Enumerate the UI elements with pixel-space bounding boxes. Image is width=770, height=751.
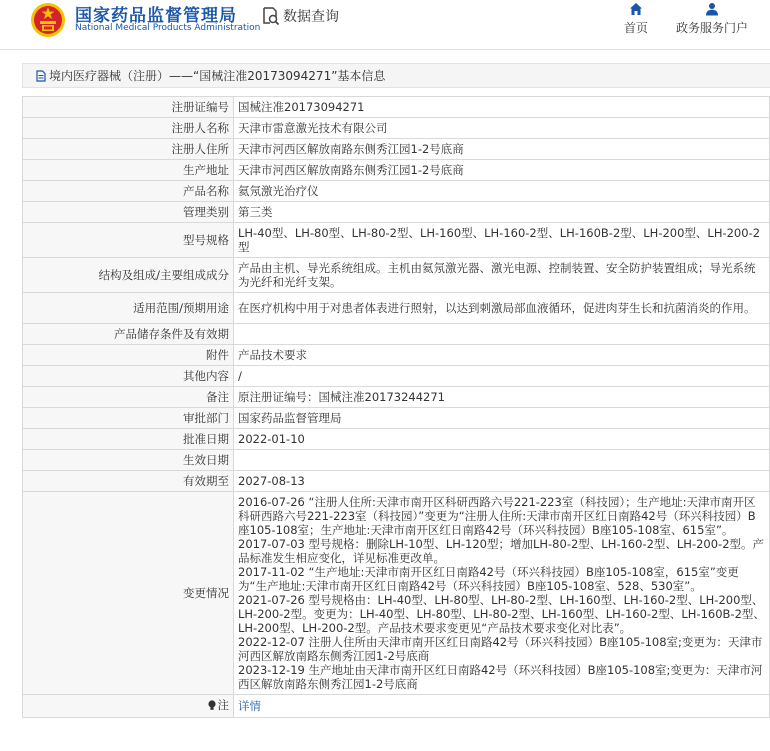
table-row — [23, 293, 770, 324]
field-label: 注册人名称 — [23, 118, 234, 139]
field-label: 备注 — [23, 387, 234, 408]
field-label: 管理类别 — [23, 202, 234, 223]
registration-info-table — [22, 96, 770, 718]
nav-home-label: 首页 — [624, 21, 649, 35]
note-value-cell — [234, 695, 770, 718]
change-entry: 2022-12-07 注册人住所由天津市南开区红日南路42号（环兴科技园）B座105-108室;变更为：天津市河西区解放南路东侧秀江园1-2号底商 — [238, 635, 763, 663]
table-row — [23, 387, 770, 408]
field-value — [234, 450, 770, 471]
field-label: 审批部门 — [23, 408, 234, 429]
field-value — [234, 324, 770, 345]
field-value: 天津市河西区解放南路东侧秀江园1-2号底商 — [234, 160, 770, 181]
nav-home[interactable] — [624, 2, 648, 36]
table-row — [23, 181, 770, 202]
org-name-en: National Medical Products Administration — [75, 23, 261, 33]
field-label: 注册人住所 — [23, 139, 234, 160]
table-row — [23, 139, 770, 160]
field-value: 天津市河西区解放南路东侧秀江园1-2号底商 — [234, 139, 770, 160]
table-row — [23, 202, 770, 223]
table-row — [23, 258, 770, 293]
lightbulb-icon — [207, 700, 217, 711]
document-icon — [35, 70, 47, 82]
change-entry: 2017-11-02 “生产地址:天津市南开区红日南路42号（环兴科技园）B座105-108室，615室”变更为“生产地址:天津市南开区红日南路42号（环兴科技园）B座105-108室、528、530室”。 — [238, 565, 739, 593]
search-document-icon — [260, 6, 280, 26]
field-label: 产品储存条件及有效期 — [23, 324, 234, 345]
field-value: 氦氖激光治疗仪 — [234, 181, 770, 202]
field-label: 注册证编号 — [23, 97, 234, 118]
nav-gov-service-portal[interactable] — [676, 2, 748, 36]
nav-portal-label: 政务服务门户 — [676, 21, 749, 35]
table-row — [23, 408, 770, 429]
note-label-cell — [23, 695, 234, 718]
field-value: 原注册证编号：国械注准20173244271 — [234, 387, 770, 408]
table-row — [23, 366, 770, 387]
table-row — [23, 324, 770, 345]
field-value: 第三类 — [234, 202, 770, 223]
field-value: 2027-08-13 — [234, 471, 770, 492]
breadcrumb-text: 境内医疗器械（注册）——“国械注准20173094271”基本信息 — [49, 69, 386, 83]
field-value: 产品由主机、导光系统组成。主机由氦氖激光器、激光电源、控制装置、安全防护装置组成；导光系统为光纤和光纤支架。 — [234, 258, 770, 293]
table-row-change-history — [23, 492, 770, 695]
field-label: 其他内容 — [23, 366, 234, 387]
field-value: LH-40型、LH-80型、LH-80-2型、LH-160型、LH-160-2型、LH-160B-2型、LH-200型、LH-200-2型 — [234, 223, 770, 258]
field-value: 产品技术要求 — [234, 345, 770, 366]
table-row — [23, 429, 770, 450]
home-icon — [629, 2, 643, 16]
table-row — [23, 450, 770, 471]
field-label: 产品名称 — [23, 181, 234, 202]
field-value: 在医疗机构中用于对患者体表进行照射，以达到刺激局部血液循环，促进肉芽生长和抗菌消炎的作用。 — [234, 293, 770, 324]
data-query-label: 数据查询 — [283, 9, 339, 25]
field-label: 变更情况 — [23, 492, 234, 695]
field-label: 结构及组成/主要组成成分 — [23, 258, 234, 293]
table-row — [23, 118, 770, 139]
change-entry: 2021-07-26 型号规格由：LH-40型、LH-80型、LH-80-2型、LH-160型、LH-160-2型、LH-200型、LH-200-2型。变更为：LH-40型、LH-80型、LH-80-2型、LH-160型、LH-160-2型、LH-160B-2型、LH-200型、LH-200-2型。产品技术要求变更见“产品技术要求变化对比表”。 — [238, 593, 765, 635]
table-row — [23, 223, 770, 258]
table-row — [23, 471, 770, 492]
field-label: 批准日期 — [23, 429, 234, 450]
note-label: 注 — [217, 698, 229, 712]
field-value: / — [234, 366, 770, 387]
field-value: 国家药品监督管理局 — [234, 408, 770, 429]
field-value: 2022-01-10 — [234, 429, 770, 450]
field-label: 适用范围/预期用途 — [23, 293, 234, 324]
field-value: 天津市雷意激光技术有限公司 — [234, 118, 770, 139]
table-row — [23, 160, 770, 181]
change-entry: 2017-07-03 型号规格：删除LH-10型、LH-120型；增加LH-80-2型、LH-160-2型、LH-200-2型。产品标准发生相应变化，详见标准更改单。 — [238, 537, 765, 565]
table-row-note — [23, 695, 770, 718]
field-label: 有效期至 — [23, 471, 234, 492]
change-entry: 2016-07-26 “注册人住所:天津市南开区科研西路六号221-223室（科技园）；生产地址:天津市南开区科研西路六号221-223室（科技园）”变更为“注册人住所:天津市南开区红日南路42号（环兴科技园）B座105-108室；生产地址:天津市南开区红日南路42号（环兴科技园）B座105-108室、615室”。 — [238, 495, 756, 537]
field-label: 附件 — [23, 345, 234, 366]
org-name-cn: 国家药品监督管理局 — [75, 6, 237, 26]
breadcrumb — [22, 63, 770, 88]
data-query-link[interactable] — [260, 6, 339, 26]
national-emblem-icon — [30, 2, 66, 38]
details-link[interactable]: 详情 — [238, 698, 261, 713]
change-history — [234, 492, 770, 695]
field-value: 国械注准20173094271 — [234, 97, 770, 118]
field-label: 生效日期 — [23, 450, 234, 471]
site-header — [0, 0, 770, 50]
user-icon — [705, 2, 719, 16]
table-row — [23, 345, 770, 366]
field-label: 生产地址 — [23, 160, 234, 181]
table-row — [23, 97, 770, 118]
field-label: 型号规格 — [23, 223, 234, 258]
change-entry: 2023-12-19 生产地址由天津市南开区红日南路42号（环兴科技园）B座105-108室;变更为：天津市河西区解放南路东侧秀江园1-2号底商 — [238, 663, 763, 691]
